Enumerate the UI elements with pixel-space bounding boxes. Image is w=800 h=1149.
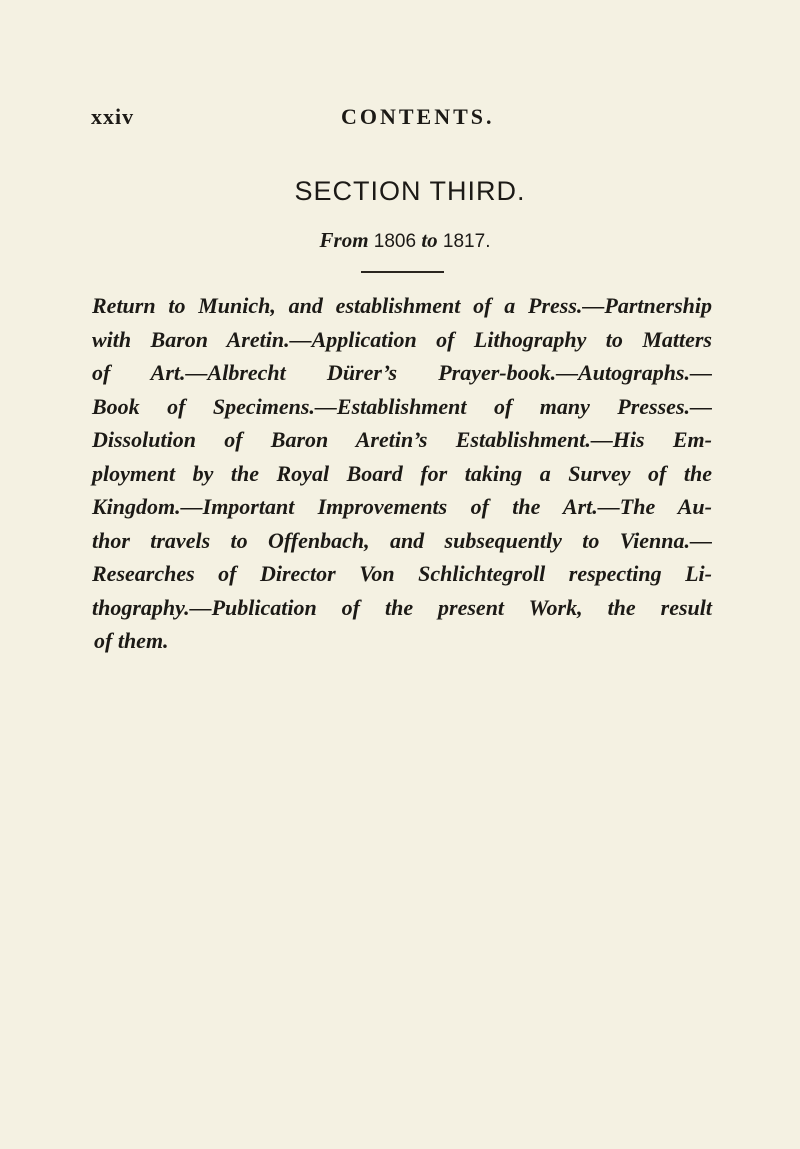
year-start: 1806: [373, 231, 417, 252]
page-number: xxiv: [91, 104, 135, 129]
section-title: SECTION THIRD.: [294, 176, 526, 206]
section-summary: [92, 289, 712, 658]
date-range: [0, 228, 800, 253]
summary-line: thography.—Publication of the present Work, the result: [92, 594, 712, 620]
summary-line: thor travels to Offenbach, and subsequently to Vienna.—: [92, 527, 712, 553]
summary-line: Researches of Director Von Schlichtegroll respecting Li-: [92, 561, 712, 586]
summary-line: Dissolution of Baron Aretin’s Establishment.—His Em-: [92, 427, 712, 452]
running-title: CONTENTS.: [341, 104, 495, 129]
summary-line: Kingdom.—Important Improvements of the Art.—The Au-: [92, 494, 712, 519]
running-head: [91, 104, 691, 134]
summary-line: of them.: [94, 628, 169, 653]
summary-line: Book of Specimens.—Establishment of many Presses.—: [92, 393, 712, 419]
summary-line: ployment by the Royal Board for taking a Survey of the: [92, 460, 712, 486]
date-to-word: to: [421, 228, 438, 252]
summary-line: with Baron Aretin.—Application of Lithography to Matters: [92, 326, 712, 352]
summary-line: of Art.—Albrecht Dürer’s Prayer-book.—Autographs.—: [92, 360, 712, 385]
date-from-word: From: [319, 228, 369, 252]
divider-rule: [361, 271, 444, 273]
year-end: 1817.: [442, 231, 491, 252]
summary-line: Return to Munich, and establishment of a Press.—Partnership: [92, 293, 712, 318]
